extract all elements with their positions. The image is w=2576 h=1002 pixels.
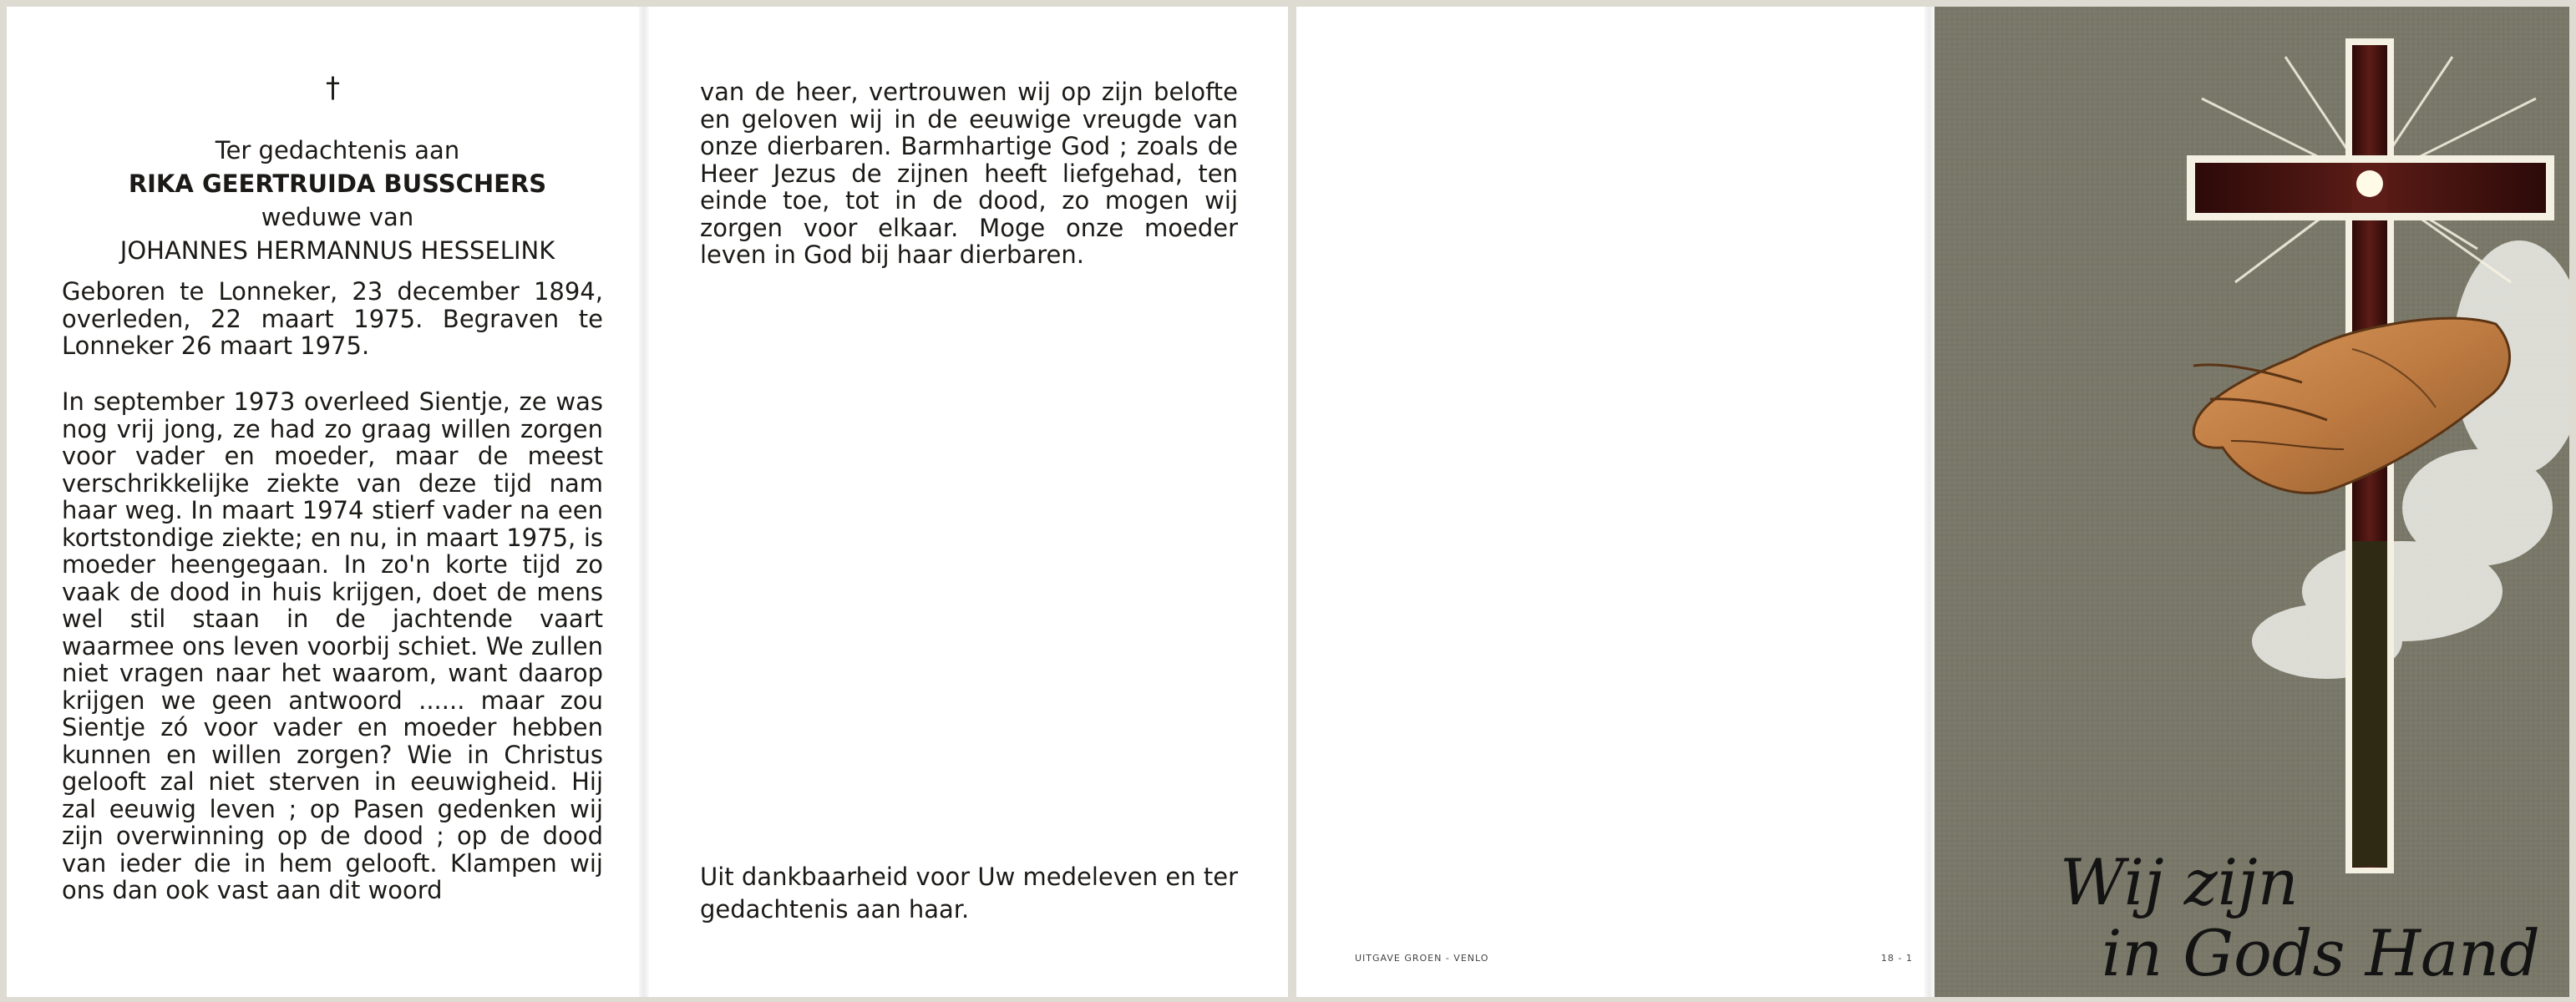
cross-symbol: †: [326, 71, 340, 104]
header-intro: Ter gedachtenis aan: [215, 136, 460, 164]
card-code: 18 - 1: [1881, 953, 1913, 964]
memorial-text-paragraph: In september 1973 overleed Sientje, ze was nog vrij jong, ze had zo graag willen zorgen voor vader en moeder, maar de meest verschrikkelijke ziekte van deze tijd nam haar weg. In maart 1974 stierf vader na een kortstondige ziekte; en nu, in maart 1975, is moeder heengegaan. In zo'n korte tijd zo vaak de dood in huis krijgen, doet de mens wel stil staan in de jachtende vaart waarmee ons leven voorbij schiet. We zullen niet vragen naar het waarom, want daarop krijgen we geen antwoord ...... maar zou Sientje zó voor vader en moeder hebben kunnen en willen zorgen? Wie in Christus gelooft zal niet sterven in eeuwigheid. Hij zal eeuwig leven ; op Pasen gedenken wij zijn overwinning op de dood ; op de dood van ieder die in hem gelooft. Klampen wij ons dan ook vast aan dit woord: [62, 387, 603, 904]
card-fold: [639, 7, 649, 997]
header-widow-of: weduwe van: [261, 203, 414, 231]
memorial-card-cover: [1296, 7, 2569, 997]
spouse-name: JOHANNES HERMANNUS HESSELINK: [119, 236, 555, 265]
deceased-name: RIKA GEERTRUIDA BUSSCHERS: [128, 170, 547, 198]
cover-illustration: [1935, 7, 2569, 997]
continued-text-paragraph: van de heer, vertrouwen wij op zijn belofte en geloven wij in de eeuwige vreugde van onze dierbaren. Barmhartige God ; zoals de Heer Jezus de zijnen heeft liefgehad, ten einde toe, tot in de dood, zo mogen wij zorgen voor elkaar. Moge onze moeder leven in God bij haar dierbaren.: [700, 78, 1238, 269]
thanks-paragraph: Uit dankbaarheid voor Uw medeleven en ter gedachtenis aan haar.: [700, 863, 1238, 924]
publisher-imprint: UITGAVE GROEN - VENLO: [1355, 953, 1489, 964]
memorial-card-inside: [7, 7, 1288, 997]
script-line-1: Wij zijn: [2060, 845, 2299, 919]
cover-artwork: [1935, 7, 2569, 997]
birth-death-paragraph: Geboren te Lonneker, 23 december 1894, overleden, 22 maart 1975. Begraven te Lonneker 26 maart 1975.: [62, 277, 603, 360]
script-line-2: in Gods Hand: [2102, 916, 2540, 990]
card-fold: [1924, 7, 1935, 997]
